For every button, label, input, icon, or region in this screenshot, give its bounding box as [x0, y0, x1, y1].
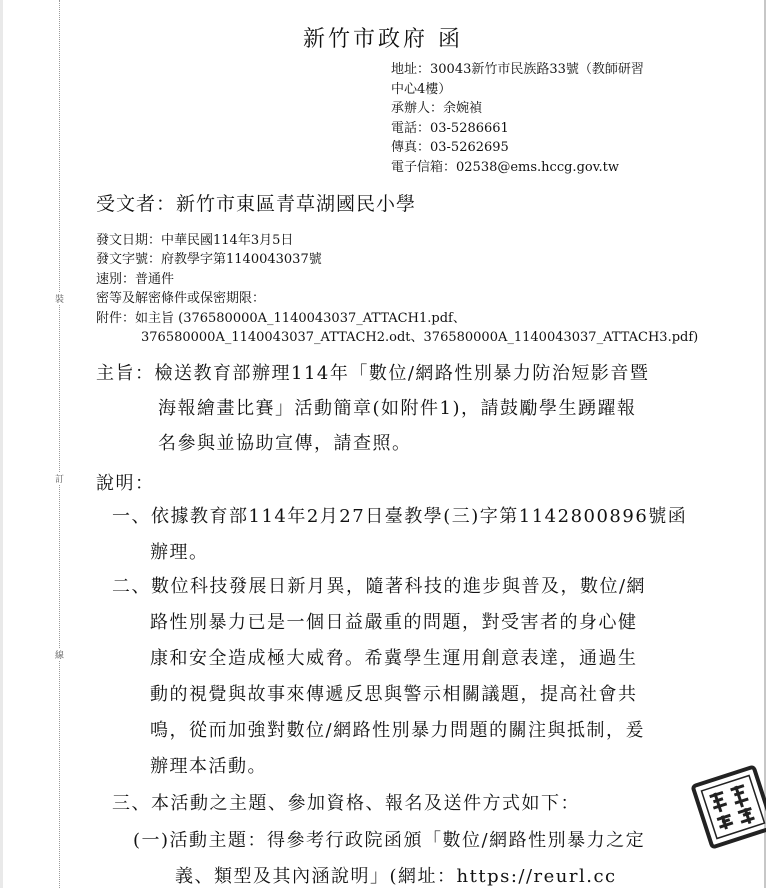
binding-mark-staple: 訂 [55, 472, 64, 485]
item-line: 鳴，從而加強對數位/網路性別暴力問題的關注與抵制，爰 [150, 720, 646, 741]
binding-mark-bind: 裝 [55, 292, 64, 305]
item-line: 二、數位科技發展日新月異，隨著科技的進步與普及，數位/網 [112, 576, 647, 597]
item-line: 一、依據教育部114年2月27日臺教學(三)字第1142800896號函 [112, 506, 688, 527]
explanation-heading: 說明： [96, 473, 155, 494]
sender-email: 電子信箱：02538@ems.hccg.gov.tw [391, 159, 620, 175]
recipient: 受文者：新竹市東區青草湖國民小學 [96, 193, 417, 215]
document-title: 新竹市政府 函 [303, 27, 463, 52]
item-line: 路性別暴力已是一個日益嚴重的問題，對受害者的身心健 [150, 612, 638, 633]
attachments-line1: 附件：如主旨 (376580000A_1140043037_ATTACH1.pdf、 [96, 310, 466, 326]
subject-line1: 主旨：檢送教育部辦理114年「數位/網路性別暴力防治短影音暨 [96, 363, 650, 384]
subitem-line: 義、類型及其內涵說明」(網址：https://reurl.cc [175, 866, 617, 887]
binding-mark-line: 線 [55, 648, 64, 661]
subject-line3: 名參與並協助宣傳，請查照。 [158, 433, 412, 454]
sender-address-line2: 中心4樓） [391, 81, 452, 97]
secrecy-level: 密等及解密條件或保密期限： [96, 291, 266, 307]
sender-info [391, 60, 681, 177]
item-line: 辦理。 [150, 542, 209, 563]
attachments-line2: 376580000A_1140043037_ATTACH2.odt、376580000A_1140043037_ATTACH3.pdf) [141, 330, 699, 346]
item-line: 康和安全造成極大威脅。希冀學生運用創意表達，通過生 [150, 648, 638, 669]
explanation-item-3 [112, 786, 580, 822]
binding-dotted-line [59, 0, 60, 888]
item-line: 三、本活動之主題、參加資格、報名及送件方式如下： [112, 793, 580, 814]
subject [96, 356, 676, 461]
item-line: 動的視覺與故事來傳遞反思與警示相關議題，提高社會共 [150, 684, 638, 705]
sender-phone: 電話：03-5286661 [391, 120, 509, 136]
sender-fax: 傳真：03-5262695 [391, 140, 509, 155]
issue-date: 發文日期：中華民國114年3月5日 [96, 233, 294, 248]
explanation-item-2 [112, 569, 646, 785]
seal-stamp-icon [689, 763, 766, 851]
document-meta [96, 231, 698, 347]
issue-number: 發文字號：府教學字第1140043037號 [96, 252, 322, 268]
explanation-subitem-1 [133, 823, 645, 895]
delivery-speed: 速別：普通件 [96, 271, 175, 287]
subject-line2: 海報繪畫比賽」活動簡章(如附件1)，請鼓勵學生踴躍報 [158, 398, 637, 419]
item-line: 辦理本活動。 [150, 756, 267, 777]
explanation-item-1 [112, 499, 687, 571]
page-left-edge [0, 0, 3, 888]
subitem-line: (一)活動主題：得參考行政院函頒「數位/網路性別暴力之定 [133, 830, 646, 851]
sender-handler: 承辦人：余婉禎 [391, 101, 483, 116]
sender-address-line1: 地址：30043新竹市民族路33號（教師研習 [391, 62, 644, 77]
